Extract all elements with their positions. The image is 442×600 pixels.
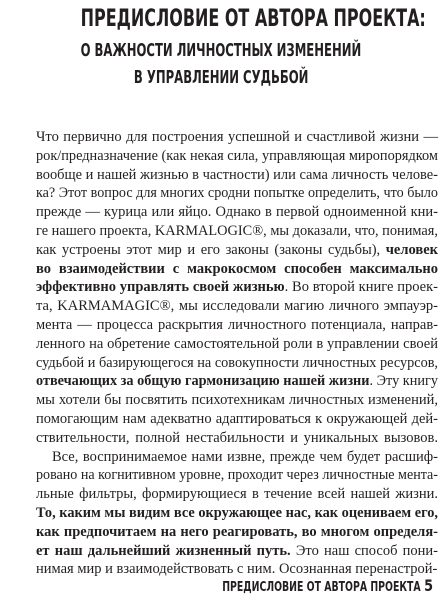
text-line: помогающим нам адекватно адаптироваться к окружающей дей-: [36, 410, 438, 427]
text-line: ровано на когнитивном уровне, проходит через личностные мента-: [36, 467, 438, 484]
text-line: мента — процесса раскрытия личностного потенциала, направ-: [36, 316, 438, 333]
text-line: прежде — курица или яйцо. Однако в первой одноименной кни-: [36, 204, 438, 221]
chapter-title: ПРЕДИСЛОВИЕ ОТ АВТОРА ПРОЕКТА:: [80, 4, 426, 32]
chapter-subtitle-line-1: О ВАЖНОСТИ ЛИЧНОСТНЫХ ИЗМЕНЕНИЙ: [80, 40, 362, 61]
running-head: ПРЕДИСЛОВИЕ ОТ АВТОРА ПРОЕКТА: [221, 580, 421, 595]
text-line: судьбой и базирующегося на совокупности личностных ресурсов,: [36, 354, 438, 371]
text-line: эффективно управлять своей жизнью. Во второй книге проек-: [36, 279, 438, 296]
text-line: ствительности, полной нестабильности и уникальных вызовов.: [36, 429, 438, 446]
text-line: Все, воспринимаемое нами извне, прежде чем будет расшиф-: [52, 448, 438, 465]
text-line: Что первично для построения успешной и счастливой жизни —: [36, 129, 438, 145]
text-line: та, KARMAMAGIC®, мы исследовали магию личного эмпауэр-: [36, 298, 438, 315]
text-line: как предпочитаем на него реагировать, во многом определя-: [36, 523, 438, 540]
page-number: 5: [423, 576, 433, 595]
page-footer: [145, 578, 434, 594]
text-line: мы хотели бы посвятить психотехникам личностных изменений,: [36, 392, 438, 409]
text-line: ленного на обретение самостоятельной роли в управлении своей: [36, 335, 438, 352]
text-line: рок/предназначение (как некая сила, управляющая миропорядком: [36, 147, 438, 164]
text-line: ка? Этот вопрос для многих сродни попытке определить, что было: [36, 185, 438, 202]
text-line: нимая мир и взаимодействовать с ним. Осознанная перенастрой-: [36, 561, 438, 578]
text-line: ет наш дальнейший жизненный путь. Это наш способ пони-: [36, 542, 438, 559]
bold-text: человек: [385, 241, 438, 258]
text-line: льные фильтры, формирующиеся в течение всей нашей жизни.: [36, 486, 438, 503]
text-line: отвечающих за общую гармонизацию нашей жизни. Эту книгу: [36, 373, 438, 390]
text-line: во взаимодействии с макрокосмом способен максимально: [36, 260, 438, 277]
text-line: То, каким мы видим все окружающее нас, как оцениваем его,: [36, 504, 438, 521]
bold-text: эффективно управлять своей жизнью: [36, 279, 285, 296]
text-line: ге нашего проекта, KARMALOGIC®, мы доказали, что, понимая,: [36, 222, 438, 239]
text-line: как устроены этот мир и его законы (законы судьбы), человек: [36, 241, 438, 258]
bold-text: ет наш дальнейший жизненный путь.: [36, 542, 291, 559]
body-text: [36, 128, 438, 579]
text-line: вообще и нашей жизнью в частности) или сама личность челове-: [36, 166, 438, 183]
chapter-subtitle-line-2: В УПРАВЛЕНИИ СУДЬБОЙ: [133, 67, 309, 88]
bold-text: отвечающих за общую гармонизацию нашей жизни: [36, 373, 370, 390]
